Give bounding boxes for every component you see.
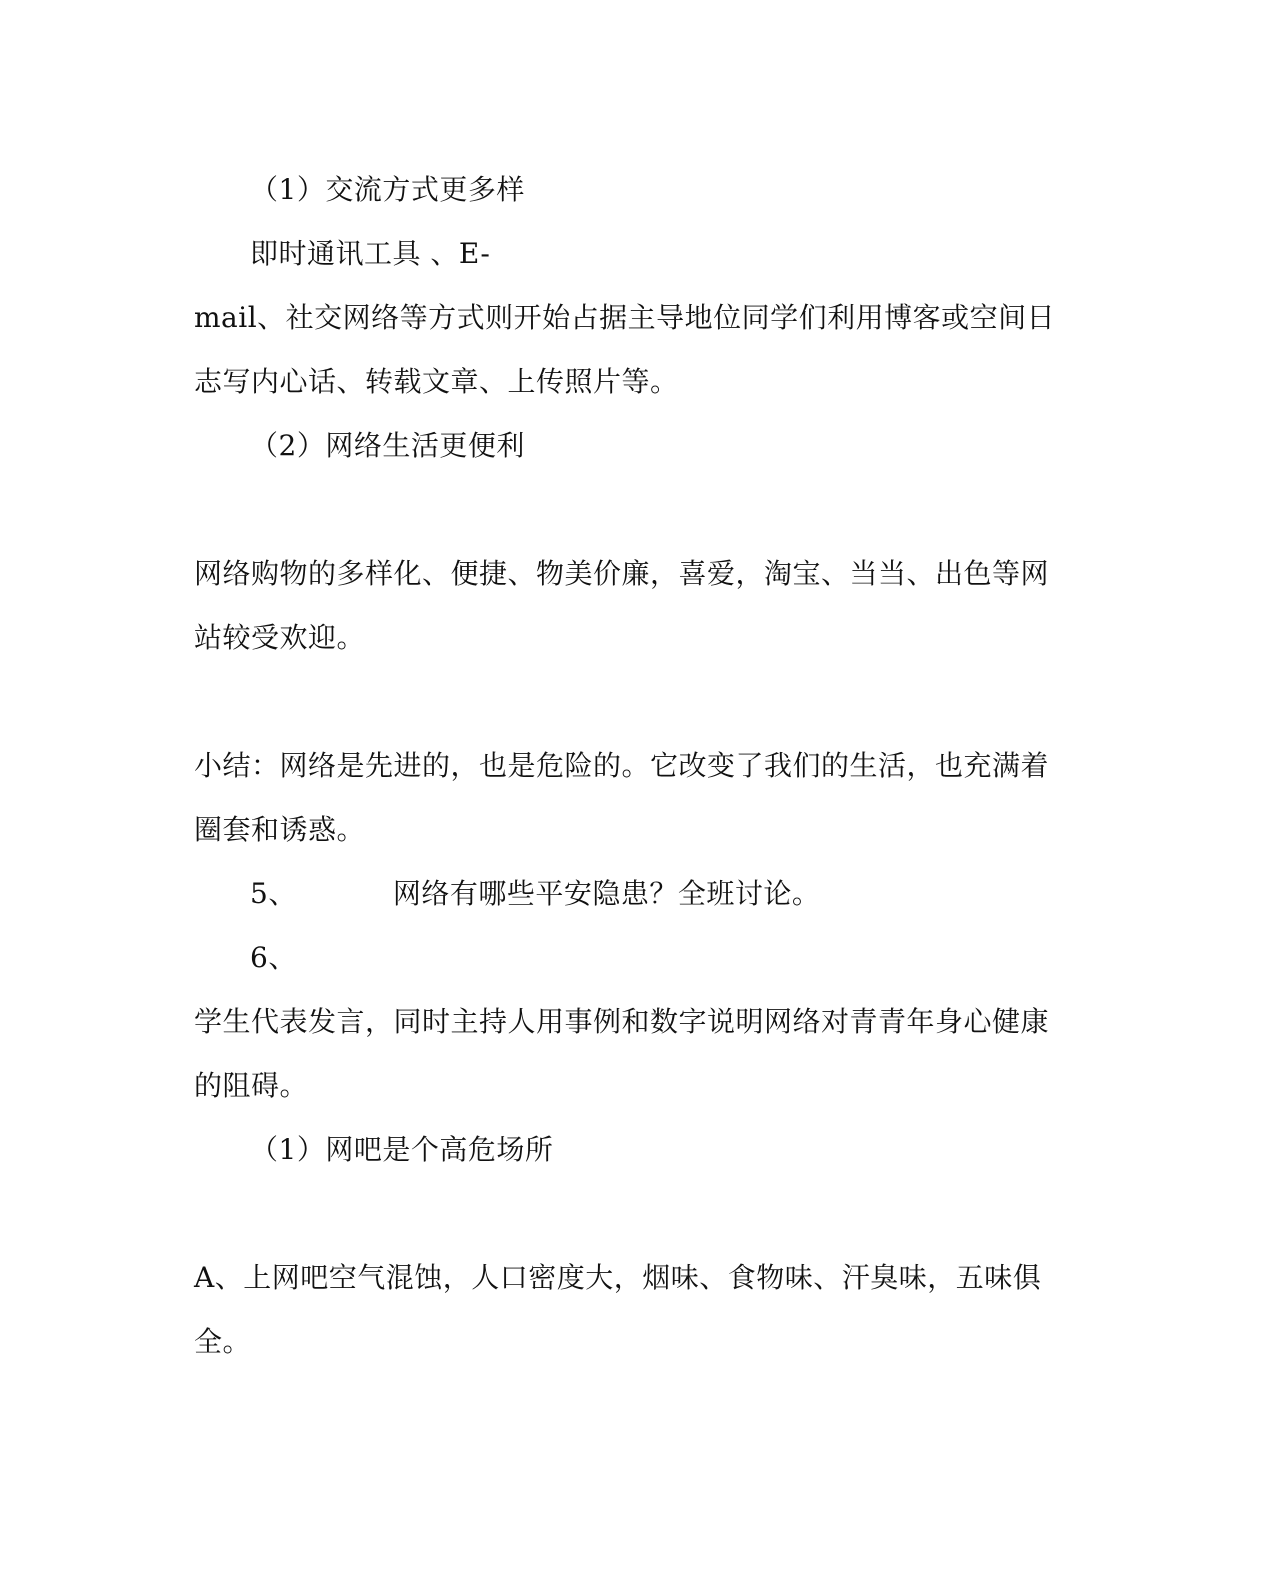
list-item-6: 6、: [250, 941, 297, 974]
paragraph-line: 即时通讯工具 、E-: [250, 237, 491, 270]
heading-internet-cafe: （1）网吧是个高危场所: [250, 1133, 554, 1166]
heading-communication-methods: （1）交流方式更多样: [250, 173, 525, 206]
list-item-5: [250, 874, 820, 914]
paragraph-line: mail、社交网络等方式则开始占据主导地位同学们利用博客或空间日: [194, 301, 1056, 334]
paragraph-line: 站较受欢迎。: [194, 621, 366, 654]
paragraph-line: 学生代表发言，同时主持人用事例和数字说明网络对青青年身心健康: [194, 1005, 1050, 1038]
paragraph-line: A、上网吧空气混蚀，人口密度大，烟味、食物味、汗臭味，五味俱: [194, 1261, 1042, 1294]
heading-online-life: （2）网络生活更便利: [250, 429, 525, 462]
paragraph-line: 网络购物的多样化、便捷、物美价廉，喜爱，淘宝、当当、出色等网: [194, 557, 1050, 590]
list-item-number: 5、: [250, 877, 297, 910]
summary-line: 小结：网络是先进的，也是危险的。它改变了我们的生活，也充满着: [194, 749, 1050, 782]
summary-line: 圈套和诱惑。: [194, 813, 366, 846]
paragraph-line: 志写内心话、转载文章、上传照片等。: [194, 365, 679, 398]
paragraph-line: 全。: [194, 1325, 252, 1358]
paragraph-line: 的阻碍。: [194, 1069, 309, 1102]
list-item-text: 网络有哪些平安隐患？全班讨论。: [392, 877, 821, 910]
